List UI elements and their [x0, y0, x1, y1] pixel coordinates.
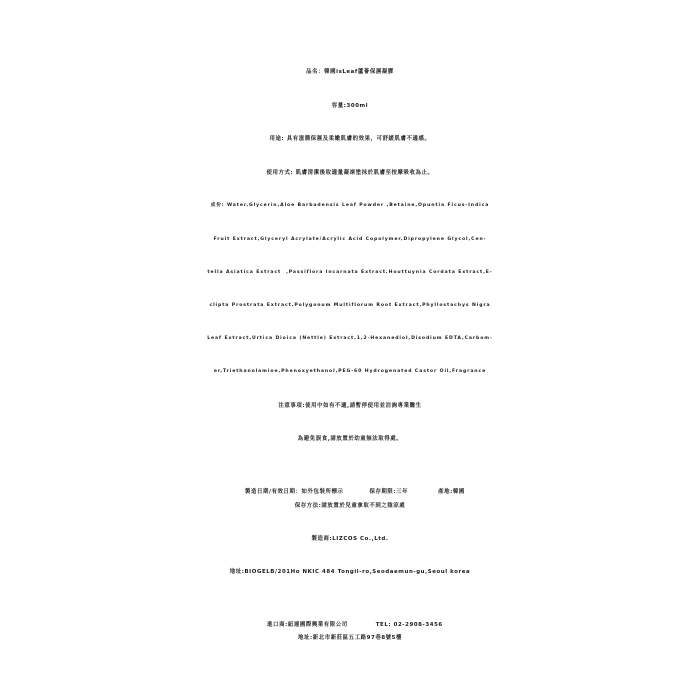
manufacturer-address: 地址:BIOGELB/201Ho NKIC 484 Tongil-ro,Seodaemun-gu,Seoul korea: [229, 569, 471, 575]
product-name: 品名：韓國isLeaf蘆薈保濕凝膠: [306, 69, 394, 75]
precautions: 注意事項:使用中如有不適,請暫停使用並洽詢專業醫生: [278, 403, 422, 409]
origin: 產地:韓國: [438, 489, 465, 495]
ingredients-line-2: Fruit Extract,Glyceryl Acrylate/Acrylic Acid Copolymer,Dipropylene Glycol,Cen-: [213, 237, 487, 242]
usage: 用途: 具有滋潤保濕及柔嫩肌膚的效果，可舒緩肌膚不適感。: [269, 136, 431, 142]
ingredients-line-3: tella Asiatica Extract ,Passiflora Incarnata Extract,Houttuynia Cordata Extract,E-: [207, 270, 493, 275]
storage: 保存方法:請放置於兒童拿取不到之陰涼處: [294, 503, 406, 509]
importer-address: 地址:新北市新莊區五工路97巷8號5樓: [297, 635, 403, 641]
ingredients-line-5: Leaf Extract,Urtica Dioica (Nettle) Extract,1,2-Hexanediol,Disodium EDTA,Carbom-: [207, 336, 493, 341]
importer-tel: TEL: 02-2908-3456: [375, 622, 443, 628]
volume: 容量:300ml: [331, 103, 369, 109]
ingredients-line-1: 成份: Water,Glycerin,Aloe Barbadensis Leaf Powder ,Betaine,Opuntia Ficus-Indica: [210, 203, 490, 208]
child-warning: 為避免誤食,請放置於幼童無法取得處。: [297, 436, 403, 442]
directions: 使用方式: 肌膚清潔後取適量凝凍塗抹於肌膚至按摩吸收為止。: [266, 170, 434, 176]
ingredients-line-6: er,Triethanolamine,Phenoxyethanol,PEG-60 Hydrogenated Castor Oil,Fragrance: [213, 369, 487, 374]
ingredients-line-4: clipta Prostrata Extract,Polygonum Multiflorum Root Extract,Phyllostachys Nigra: [209, 303, 491, 308]
importer-name: 進口商:紐連國際興業有限公司: [267, 622, 348, 628]
mfg-expiry-date: 製造日期/有效日期：如外包裝所標示: [245, 489, 344, 495]
shelf-life: 保存期限:三年: [369, 489, 409, 495]
manufacturer: 製造商:LIZCOS Co.,Ltd.: [311, 536, 389, 542]
